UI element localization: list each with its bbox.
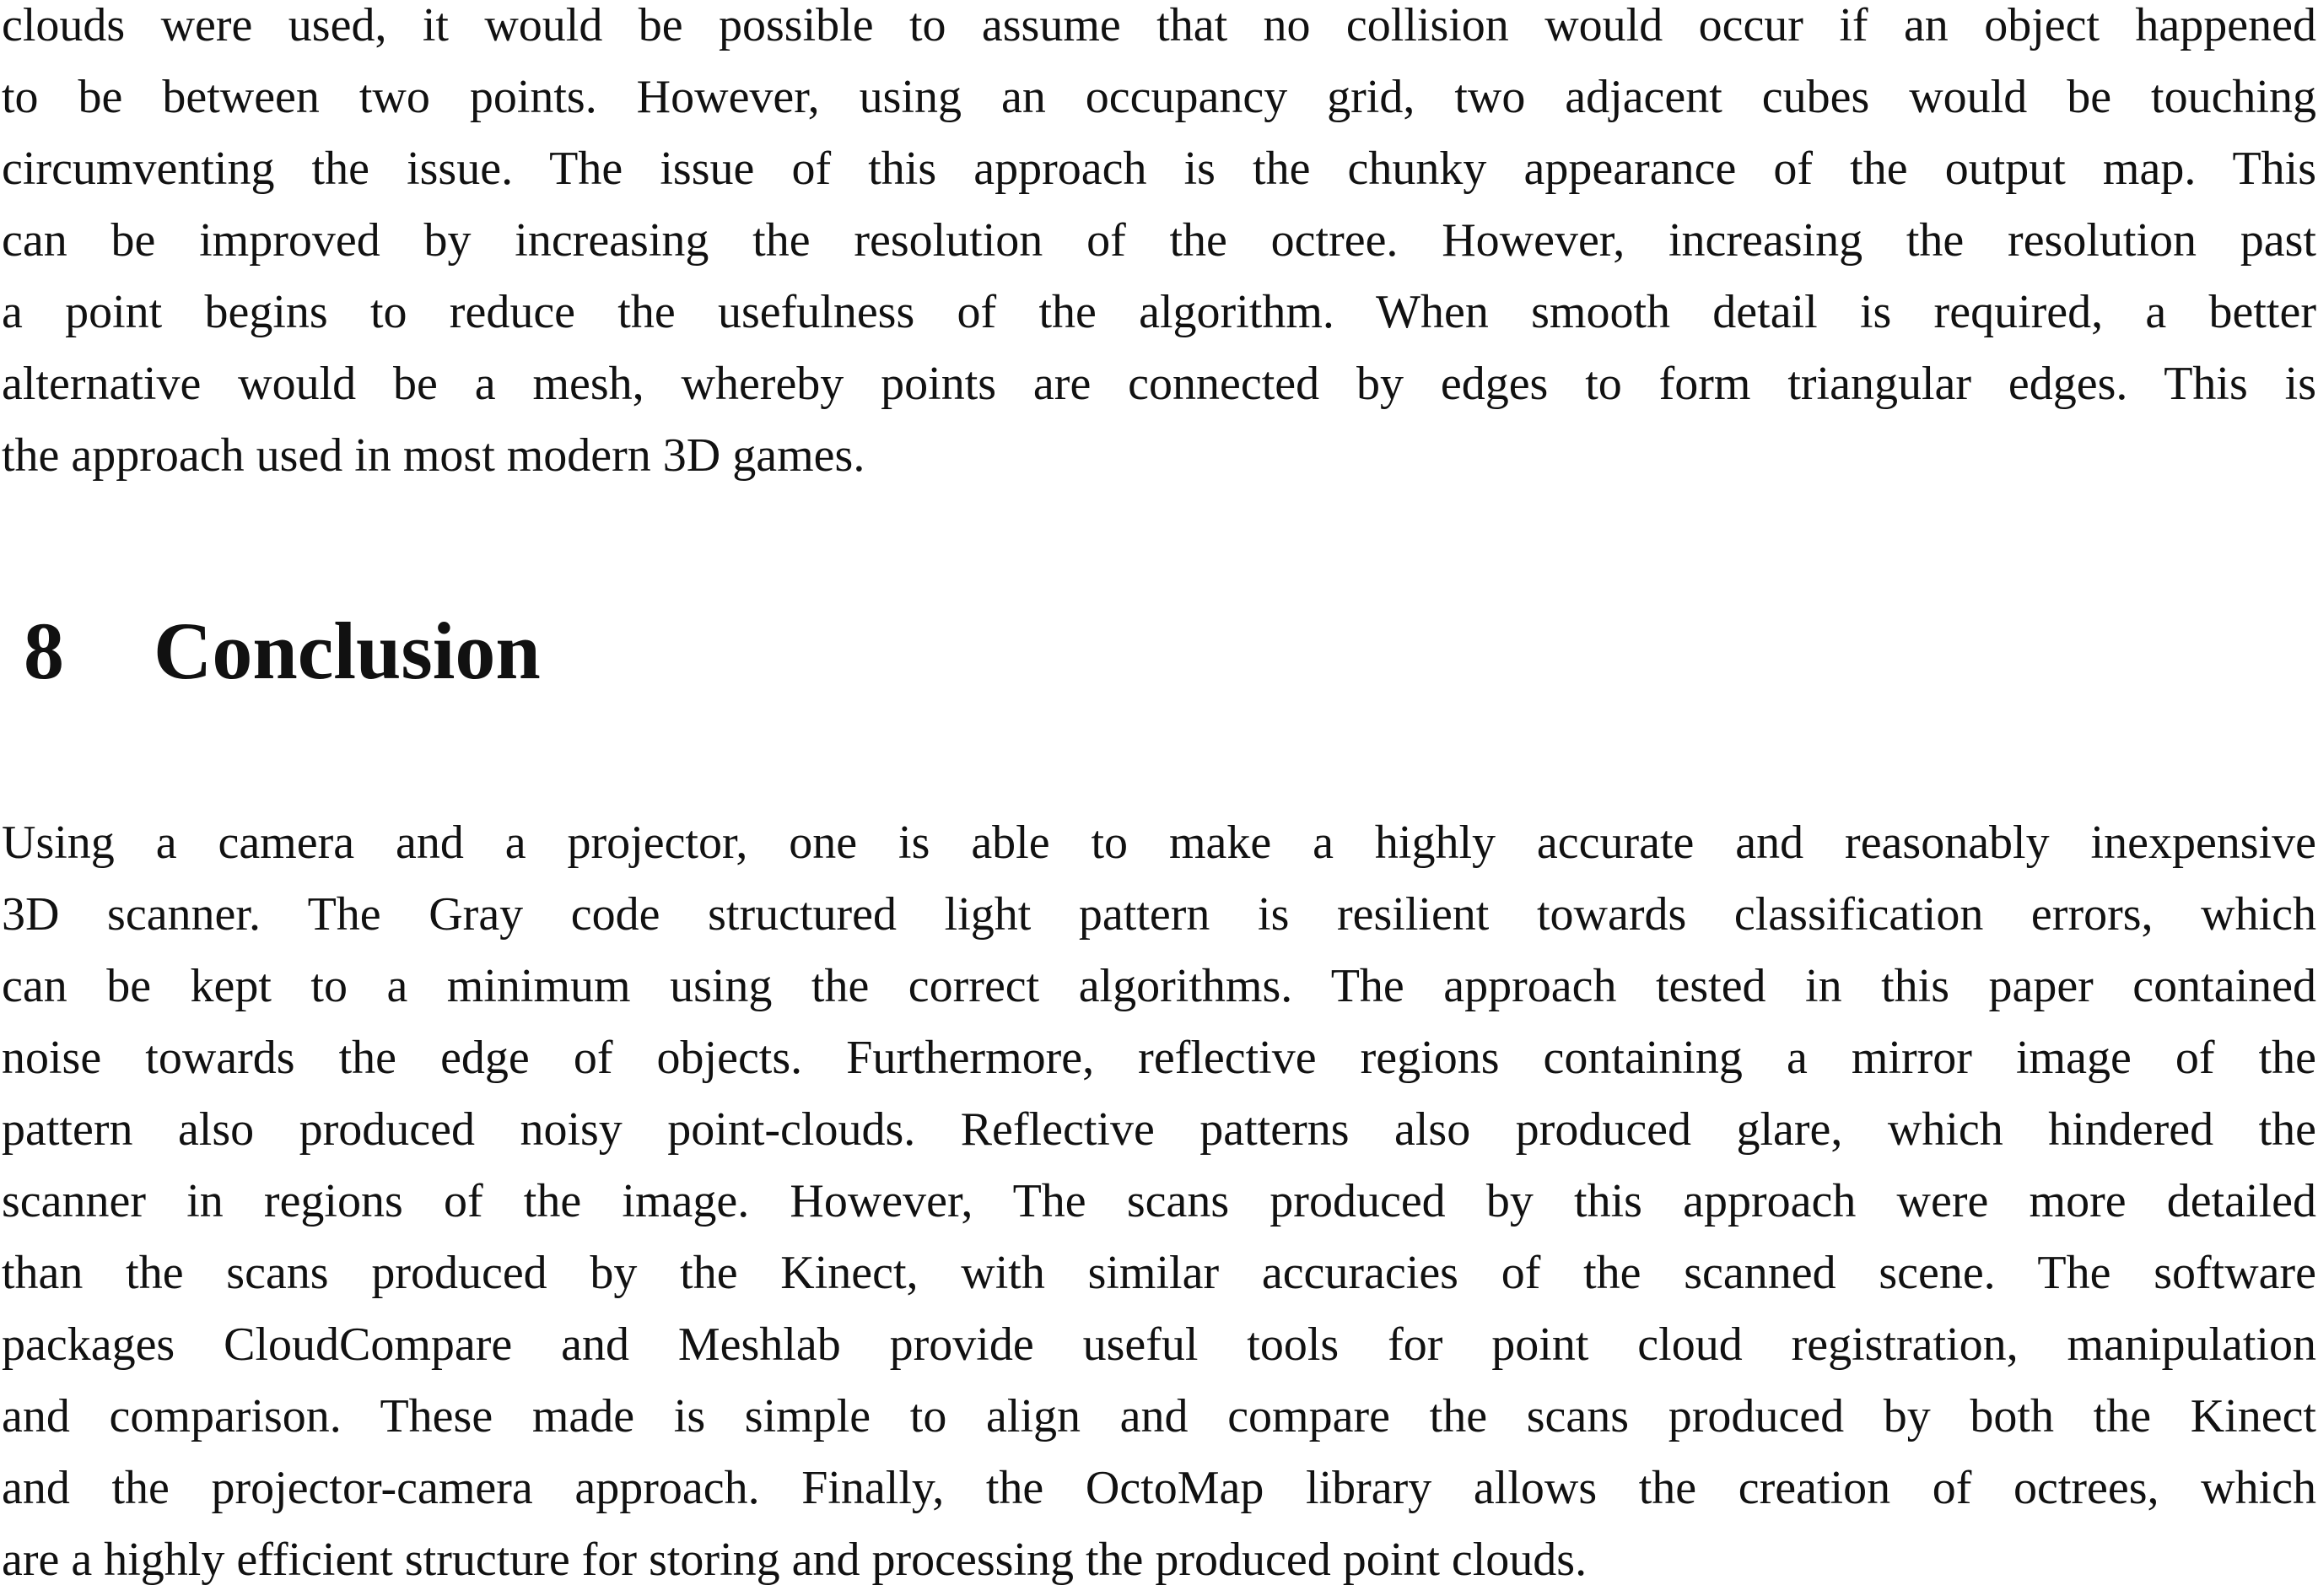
text-line: the approach used in most modern 3D games. — [2, 429, 865, 482]
text-line: noise towards the edge of objects. Furthermore, reflective regions containing a mirror image of the — [2, 1032, 2316, 1084]
text-line: scanner in regions of the image. However, The scans produced by this approach were more detailed — [2, 1175, 2316, 1227]
text-line: clouds were used, it would be possible to assume that no collision would occur if an object happened — [2, 0, 2316, 51]
section-title: Conclusion — [154, 606, 541, 696]
text-line: can be kept to a minimum using the correct algorithms. The approach tested in this paper contained — [2, 960, 2316, 1012]
paragraph-octree-discussion — [2, 0, 2316, 492]
text-line: can be improved by increasing the resolution of the octree. However, increasing the resolution past — [2, 214, 2316, 267]
text-line: a point begins to reduce the usefulness of the algorithm. When smooth detail is required, a better — [2, 286, 2316, 338]
section-number: 8 — [24, 606, 64, 696]
text-line: and the projector-camera approach. Finally, the OctoMap library allows the creation of octrees, which — [2, 1462, 2316, 1514]
text-line: are a highly efficient structure for storing and processing the produced point clouds. — [2, 1534, 1588, 1586]
text-line: 3D scanner. The Gray code structured light pattern is resilient towards classification errors, which — [2, 888, 2316, 941]
text-line: Using a camera and a projector, one is able to make a highly accurate and reasonably inexpensive — [2, 817, 2316, 869]
text-line: packages CloudCompare and Meshlab provide useful tools for point cloud registration, manipulation — [2, 1318, 2316, 1371]
text-line: than the scans produced by the Kinect, with similar accuracies of the scanned scene. The software — [2, 1247, 2316, 1299]
section-heading — [24, 601, 541, 702]
text-line: to be between two points. However, using an occupancy grid, two adjacent cubes would be touching — [2, 71, 2316, 123]
paragraph-conclusion — [2, 807, 2316, 1596]
text-line: alternative would be a mesh, whereby points are connected by edges to form triangular edges. This is — [2, 358, 2316, 410]
text-line: circumventing the issue. The issue of this approach is the chunky appearance of the output map. This — [2, 143, 2316, 195]
text-line: and comparison. These made is simple to align and compare the scans produced by both the Kinect — [2, 1390, 2316, 1442]
text-line: pattern also produced noisy point-clouds. Reflective patterns also produced glare, which hindered the — [2, 1103, 2316, 1156]
